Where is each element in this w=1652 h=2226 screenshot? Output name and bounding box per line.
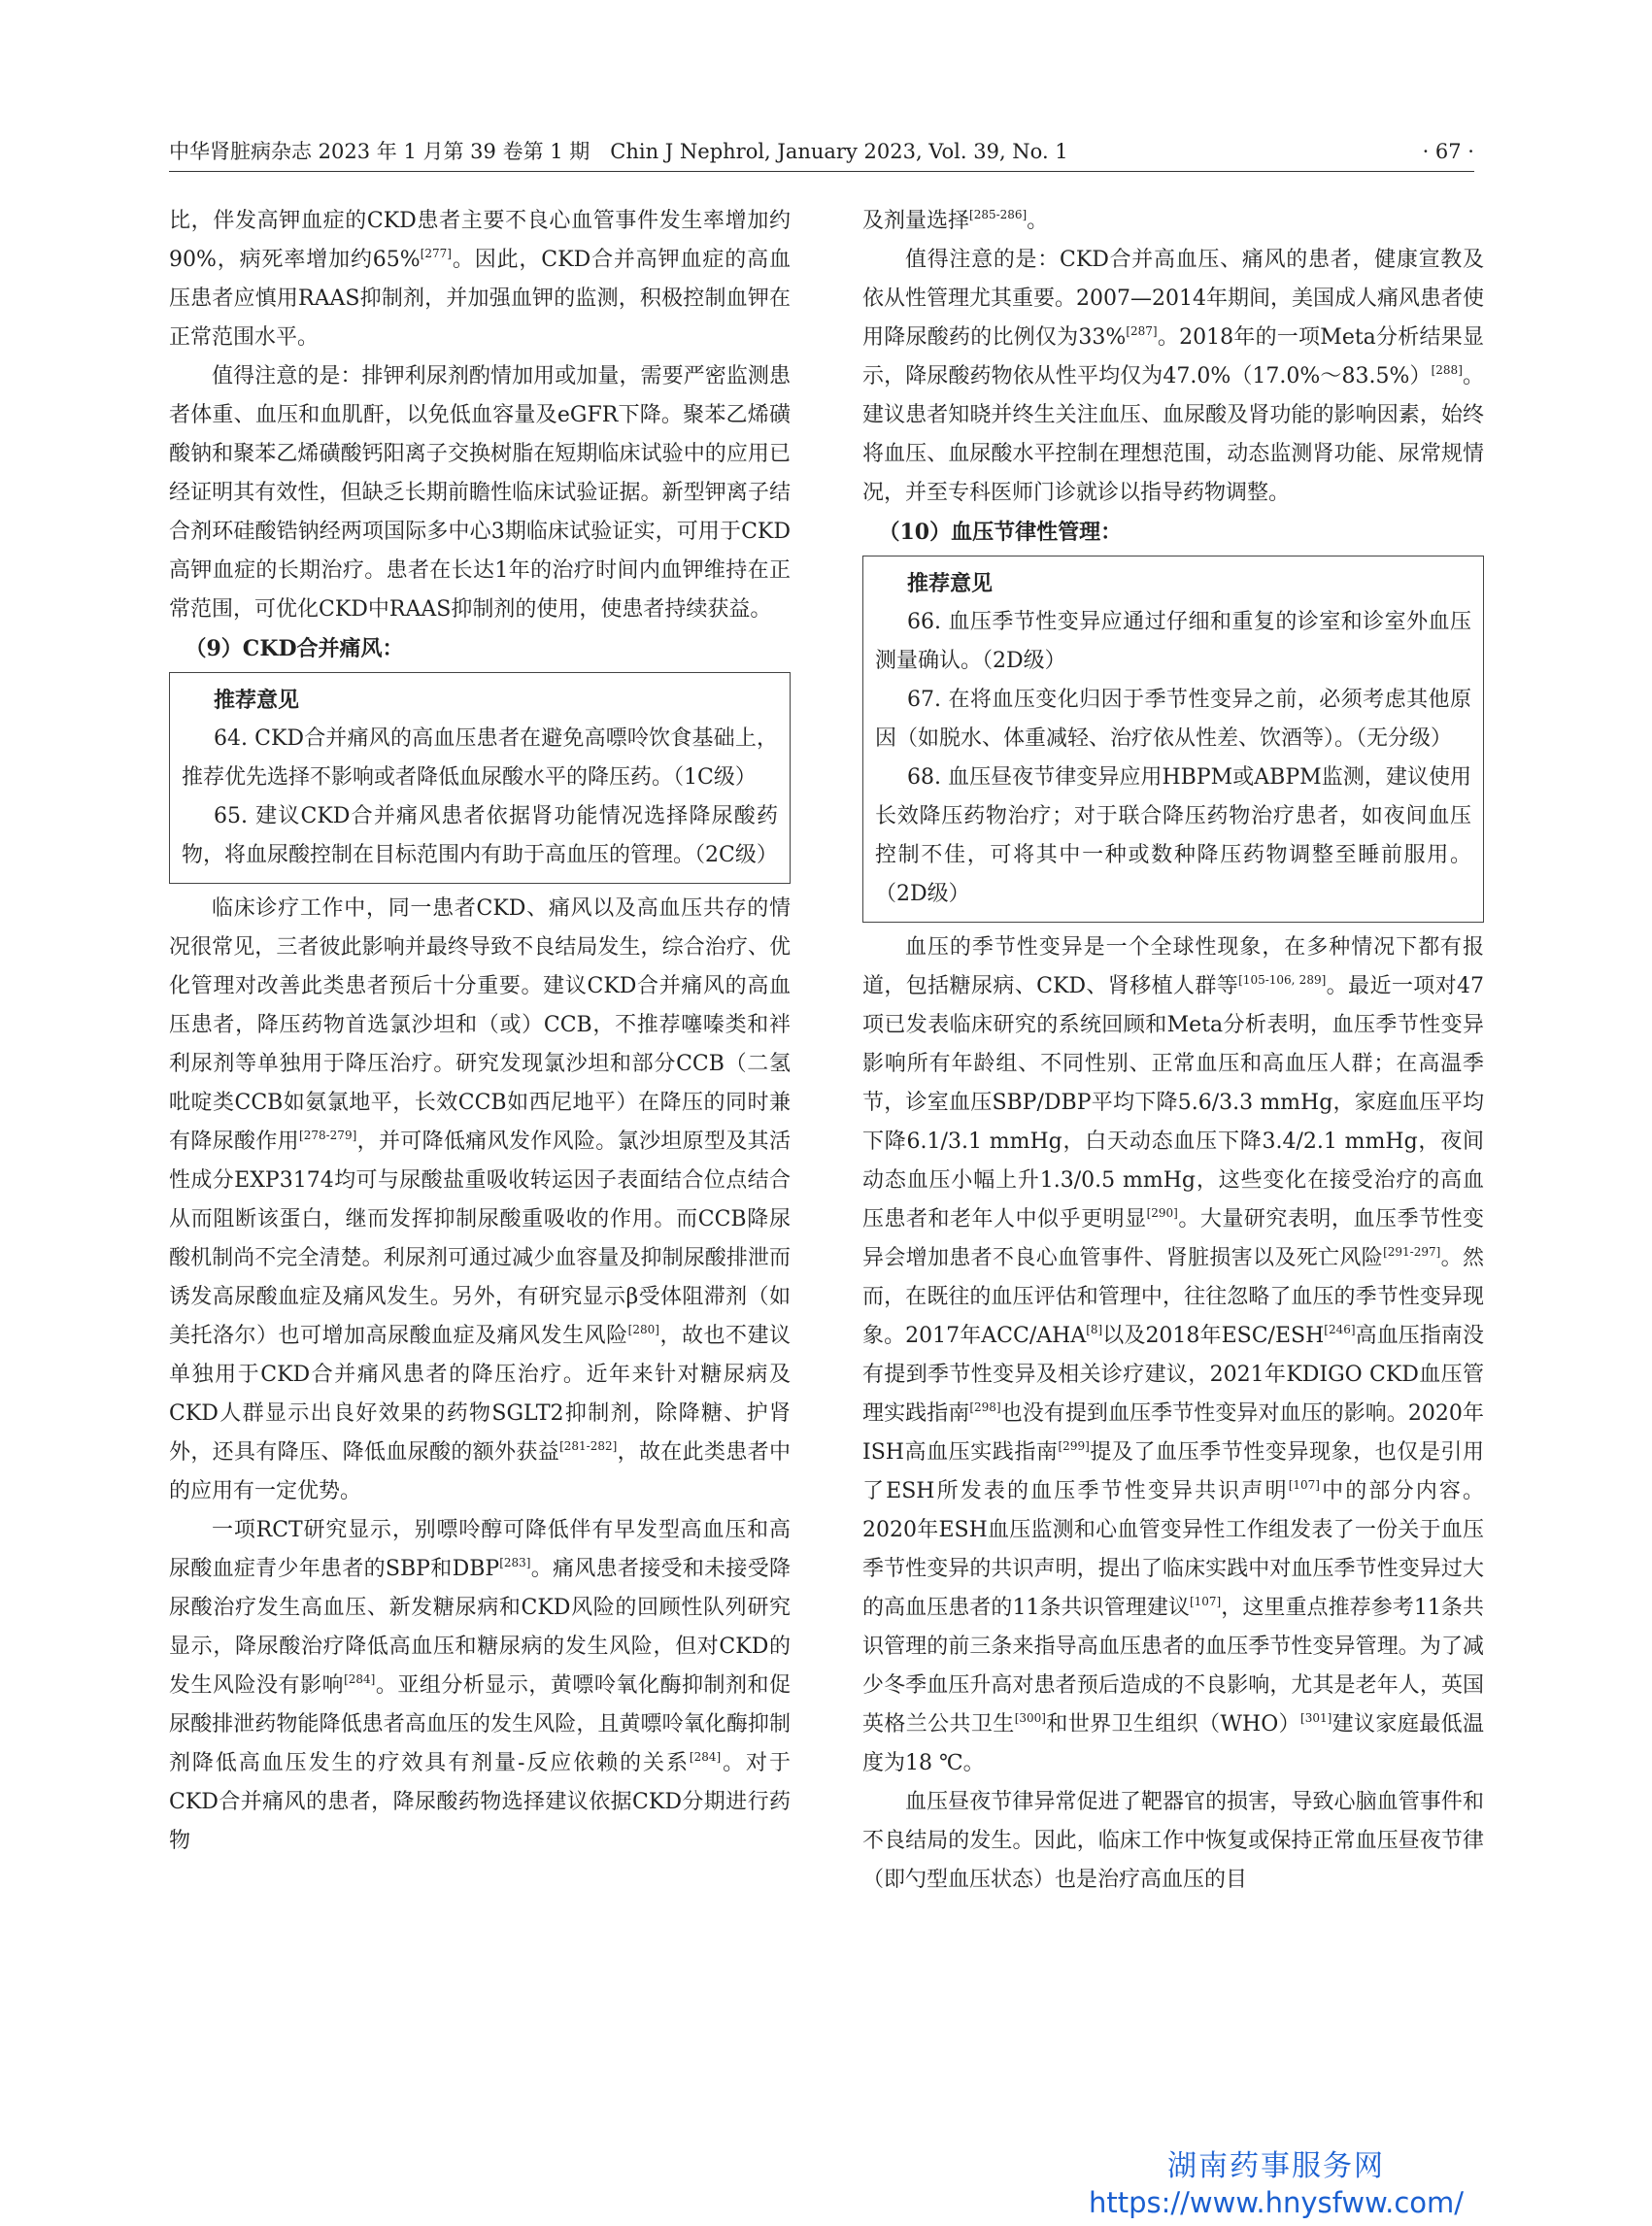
- paragraph: 比，伴发高钾血症的CKD患者主要不良心血管事件发生率增加约90%，病死率增加约65%[277]。因此，CKD合并高钾血症的高血压患者应慎用RAAS抑制剂，并加强血钾的监测，积极控制血钾在正常范围水平。: [169, 209, 791, 350]
- citation: [284]: [689, 1750, 722, 1764]
- header-rule: [169, 171, 1474, 172]
- recommendation-box-title: 推荐意见: [907, 571, 994, 596]
- citation: [277]: [420, 247, 452, 260]
- paragraph: 一项RCT研究显示，别嘌呤醇可降低伴有早发型高血压和高尿酸血症青少年患者的SBP和DBP[283]。痛风患者接受和未接受降尿酸治疗发生高血压、新发糖尿病和CKD风险的回顾性队列研究显示，降尿酸治疗降低高血压和糖尿病的发生风险，但对CKD的发生风险没有影响[284]。亚组分析显示，黄嘌呤氧化酶抑制剂和促尿酸排泄药物能降低患者高血压的发生风险，且黄嘌呤氧化酶抑制剂降低高血压发生的疗效具有剂量-反应依赖的关系[284]。对于CKD合并痛风的患者，降尿酸药物选择建议依据CKD分期进行药物: [169, 1518, 791, 1853]
- recommendation-66: 66. 血压季节性变异应通过仔细和重复的诊室和诊室外血压测量确认。（2D级）: [875, 610, 1471, 673]
- watermark-url[interactable]: https://www.hnysfww.com/: [1088, 2186, 1465, 2219]
- citation: [280]: [627, 1323, 659, 1336]
- citation: [290]: [1146, 1206, 1178, 1220]
- citation: [288]: [1431, 363, 1463, 377]
- citation: [298]: [969, 1400, 1001, 1414]
- section-heading-gout: （9）CKD合并痛风：: [185, 636, 404, 661]
- citation: [285-286]: [969, 208, 1028, 221]
- citation: [246]: [1324, 1323, 1356, 1336]
- citation: [8]: [1086, 1323, 1103, 1336]
- recommendation-65: 65. 建议CKD合并痛风患者依据肾功能情况选择降尿酸药物，将血尿酸控制在目标范围内有助于高血压的管理。（2C级）: [182, 804, 778, 867]
- citation: [281-282]: [559, 1439, 618, 1453]
- recommendation-box-title: 推荐意见: [214, 688, 300, 713]
- citation: [300]: [1014, 1711, 1046, 1725]
- citation: [287]: [1126, 324, 1158, 338]
- citation: [105-106, 289]: [1238, 973, 1327, 987]
- citation: [291-297]: [1383, 1245, 1441, 1259]
- recommendation-68: 68. 血压昼夜节律变异应用HBPM或ABPM监测，建议使用长效降压药物治疗；对于联合降压药物治疗患者，如夜间血压控制不佳，可将其中一种或数种降压药物调整至睡前服用。（2D级）: [875, 765, 1471, 906]
- journal-citation: 中华肾脏病杂志 2023 年 1 月第 39 卷第 1 期 Chin J Nephrol, January 2023, Vol. 39, No. 1: [169, 140, 1068, 163]
- paragraph: 及剂量选择[285-286]。: [862, 208, 1049, 233]
- left-column: [169, 202, 791, 1861]
- recommendation-64: 64. CKD合并痛风的高血压患者在避免高嘌呤饮食基础上，推荐优先选择不影响或者降低血尿酸水平的降压药。（1C级）: [182, 726, 778, 790]
- paragraph: 血压昼夜节律异常促进了靶器官的损害，导致心脑血管事件和不良结局的发生。因此，临床工作中恢复或保持正常血压昼夜节律（即勺型血压状态）也是治疗高血压的目: [862, 1790, 1484, 1892]
- citation: [278-279]: [299, 1129, 357, 1142]
- paragraph: 值得注意的是：CKD合并高血压、痛风的患者，健康宣教及依从性管理尤其重要。2007—2014年期间，美国成人痛风患者使用降尿酸药的比例仅为33%[287]。2018年的一项Meta分析结果显示，降尿酸药物依从性平均仅为47.0%（17.0%～83.5%）[288]。建议患者知晓并终生关注血压、血尿酸及肾功能的影响因素，始终将血压、血尿酸水平控制在理想范围，动态监测肾功能、尿常规情况，并至专科医师门诊就诊以指导药物调整。: [862, 248, 1484, 505]
- citation: [283]: [499, 1556, 531, 1569]
- recommendation-box-gout: [169, 672, 791, 884]
- citation: [299]: [1058, 1439, 1090, 1453]
- citation: [284]: [344, 1672, 376, 1686]
- paragraph: 值得注意的是：排钾利尿剂酌情加用或加量，需要严密监测患者体重、血压和血肌酐，以免低血容量及eGFR下降。聚苯乙烯磺酸钠和聚苯乙烯磺酸钙阳离子交换树脂在短期临床试验中的应用已经证明其有效性，但缺乏长期前瞻性临床试验证据。新型钾离子结合剂环硅酸锆钠经两项国际多中心3期临床试验证实，可用于CKD高钾血症的长期治疗。患者在长达1年的治疗时间内血钾维持在正常范围，可优化CKD中RAAS抑制剂的使用，使患者持续获益。: [169, 364, 791, 622]
- running-header: [169, 134, 1474, 169]
- citation: [301]: [1300, 1711, 1332, 1725]
- recommendation-67: 67. 在将血压变化归因于季节性变异之前，必须考虑其他原因（如脱水、体重减轻、治疗依从性差、饮酒等）。（无分级）: [875, 688, 1471, 751]
- citation: [107]: [1189, 1595, 1222, 1608]
- right-column: [862, 202, 1484, 1900]
- paragraph: 血压的季节性变异是一个全球性现象，在多种情况下都有报道，包括糖尿病、CKD、肾移植人群等[105-106, 289]。最近一项对47项已发表临床研究的系统回顾和Meta分析表明，血压季节性变异影响所有年龄组、不同性别、正常血压和高血压人群；在高温季节，诊室血压SBP/DBP平均下降5.6/3.3 mmHg，家庭血压平均下降6.1/3.1 mmHg，白天动态血压下降3.4/2.1 mmHg，夜间动态血压小幅上升1.3/0.5 mmHg，这些变化在接受治疗的高血压患者和老年人中似乎更明显[290]。大量研究表明，血压季节性变异会增加患者不良心血管事件、肾脏损害以及死亡风险[291-297]。然而，在既往的血压评估和管理中，往往忽略了血压的季节性变异现象。2017年ACC/AHA[8]以及2018年ESC/ESH[246]高血压指南没有提到季节性变异及相关诊疗建议，2021年KDIGO CKD血压管理实践指南[298]也没有提到血压季节性变异对血压的影响。2020年ISH高血压实践指南[299]提及了血压季节性变异现象，也仅是引用了ESH所发表的血压季节性变异共识声明[107]中的部分内容。2020年ESH血压监测和心血管变异性工作组发表了一份关于血压季节性变异的共识声明，提出了临床实践中对血压季节性变异过大的高血压患者的11条共识管理建议[107]，这里重点推荐参考11条共识管理的前三条来指导高血压患者的血压季节性变异管理。为了减少冬季血压升高对患者预后造成的不良影响，尤其是老年人，英国英格兰公共卫生[300]和世界卫生组织（WHO）[301]建议家庭最低温度为18 ℃。: [862, 935, 1484, 1775]
- site-watermark: [1072, 2148, 1480, 2226]
- page-number: · 67 ·: [1422, 140, 1474, 163]
- watermark-site-name: 湖南药事服务网: [1167, 2149, 1385, 2183]
- paragraph: 临床诊疗工作中，同一患者CKD、痛风以及高血压共存的情况很常见，三者彼此影响并最终导致不良结局发生，综合治疗、优化管理对改善此类患者预后十分重要。建议CKD合并痛风的高血压患者，降压药物首选氯沙坦和（或）CCB，不推荐噻嗪类和袢利尿剂等单独用于降压治疗。研究发现氯沙坦和部分CCB（二氢吡啶类CCB如氨氯地平，长效CCB如西尼地平）在降压的同时兼有降尿酸作用[278-279]，并可降低痛风发作风险。氯沙坦原型及其活性成分EXP3174均可与尿酸盐重吸收转运因子表面结合位点结合从而阻断该蛋白，继而发挥抑制尿酸重吸收的作用。而CCB降尿酸机制尚不完全清楚。利尿剂可通过减少血容量及抑制尿酸排泄而诱发高尿酸血症及痛风发生。另外，有研究显示β受体阻滞剂（如美托洛尔）也可增加高尿酸血症及痛风发生风险[280]，故也不建议单独用于CKD合并痛风患者的降压治疗。近年来针对糖尿病及CKD人群显示出良好效果的药物SGLT2抑制剂，除降糖、护肾外，还具有降压、降低血尿酸的额外获益[281-282]，故在此类患者中的应用有一定优势。: [169, 896, 791, 1503]
- section-heading-bp-rhythm: （10）血压节律性管理：: [878, 520, 1123, 545]
- citation: [107]: [1288, 1478, 1320, 1492]
- recommendation-box-bp-rhythm: [862, 556, 1484, 923]
